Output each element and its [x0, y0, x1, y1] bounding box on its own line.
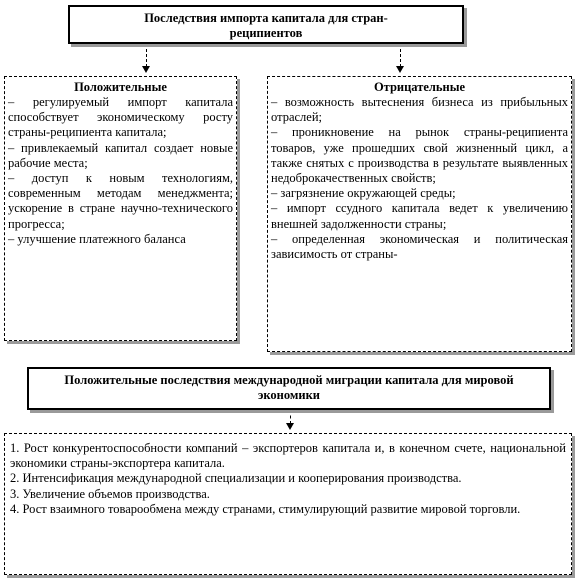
- negative-heading: Отрицательные: [373, 80, 466, 94]
- bottom-item: 2. Интенсификация международной специализации и кооперирования производства.: [10, 471, 462, 486]
- arrow-left: [142, 66, 150, 73]
- negative-item: – загрязнение окружающей среды;: [271, 186, 456, 201]
- negative-item: – импорт ссудного капитала ведет к увеличению внешней задолженности страны;: [271, 201, 568, 231]
- positive-item: – привлекаемый капитал создает новые рабочие места;: [8, 140, 233, 170]
- positive-heading: Положительные: [74, 80, 167, 94]
- connector-left: [146, 44, 147, 67]
- bottom-box: [4, 433, 572, 575]
- negative-item: – определенная экономическая и политическая зависимость от страны-: [271, 231, 568, 262]
- middle-box-title: Положительные последствия международной миграции капитала для мировой экономики: [64, 373, 514, 402]
- connector-right: [400, 44, 401, 67]
- middle-box: [27, 367, 551, 410]
- bottom-item: 4. Рост взаимного товарообмена между странами, стимулирующий развитие мировой торговли.: [10, 501, 521, 516]
- top-box: [68, 5, 464, 44]
- connector-middle: [290, 410, 291, 424]
- negative-item: – возможность вытеснения бизнеса из прибыльных отраслей;: [271, 95, 568, 125]
- positive-box: [4, 76, 237, 341]
- negative-box: [267, 76, 572, 352]
- arrow-right: [396, 66, 404, 73]
- positive-item: – регулируемый импорт капитала способствует экономическому росту страны-реципиента капитала;: [8, 95, 233, 140]
- bottom-item: 1. Рост конкурентоспособности компаний – экспортеров капитала и, в конечном счете, национальной экономики страны-экспортера капитала.: [10, 441, 566, 471]
- negative-item: – проникновение на рынок страны-реципиента товаров, уже прошедших свой жизненный цикл, а также снятых с производства в результате выявленных недоброкачественных свойств;: [271, 125, 568, 186]
- positive-item: – улучшение платежного баланса: [8, 231, 186, 246]
- positive-item: – доступ к новым технологиям, современным методам менеджмента; ускорение в стране научно-технического прогресса;: [8, 171, 233, 231]
- bottom-item: 3. Увеличение объемов производства.: [10, 486, 210, 501]
- arrow-middle: [286, 423, 294, 430]
- top-box-title: Последствия импорта капитала для стран-реципиентов: [144, 11, 388, 40]
